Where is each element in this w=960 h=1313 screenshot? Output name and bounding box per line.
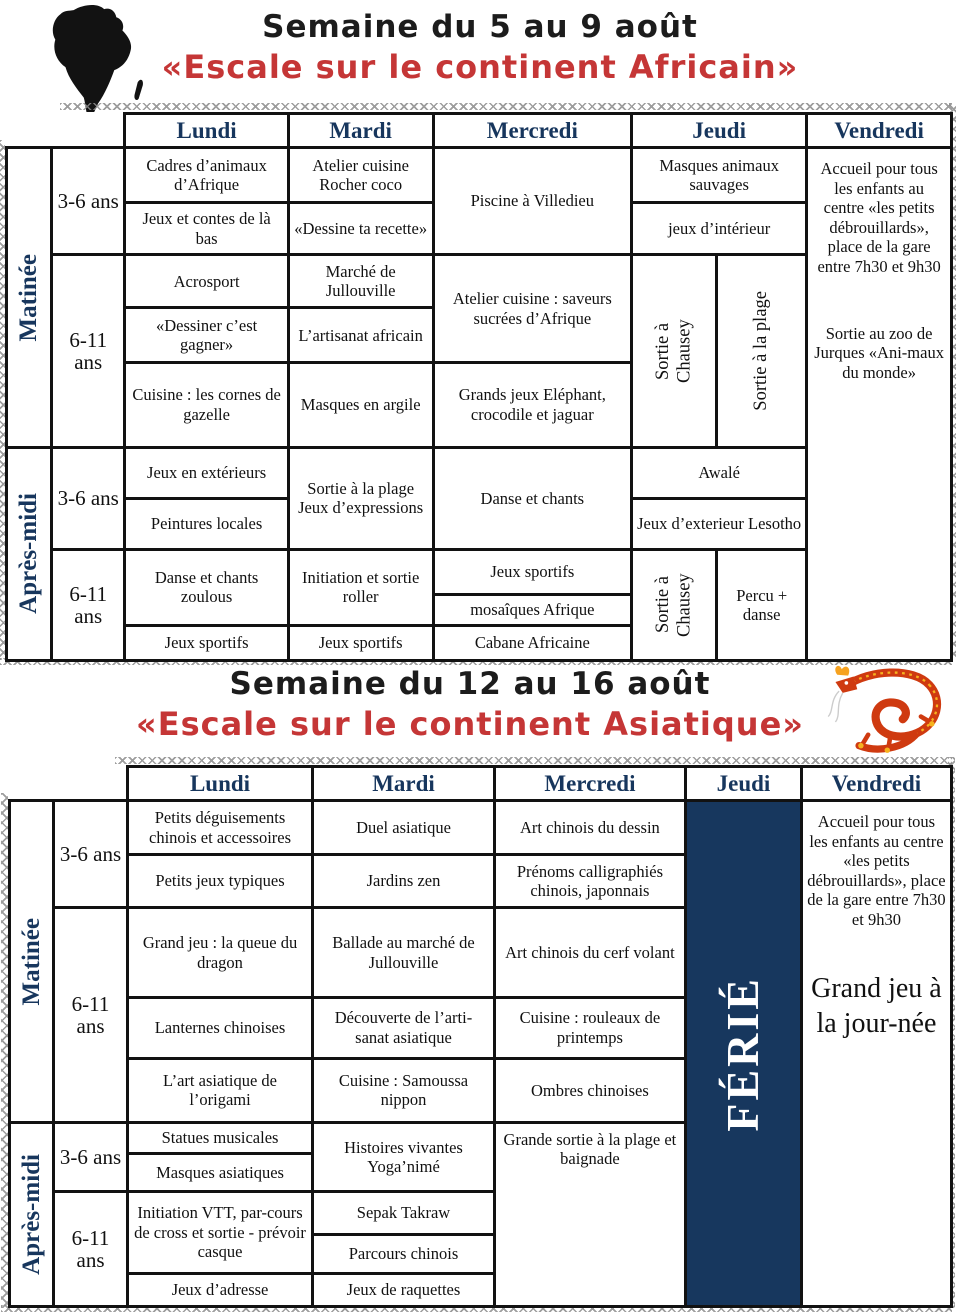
week2-title-dates: Semaine du 12 au 16 août	[229, 666, 711, 702]
activity-cell: mosaîques Afrique	[435, 596, 631, 624]
wavy-border-left	[1, 793, 8, 1308]
friday-bigevent-text: Grand jeu à la jour-née	[811, 972, 942, 1039]
activity-cell: Grand jeu : la queue du dragon	[129, 909, 311, 996]
activity-cell: Initiation VTT, par-cours de cross et sortie - prévoir casque	[129, 1193, 311, 1272]
week2-day-vendredi: Vendredi	[803, 768, 950, 799]
activity-cell: Art chinois du dessin	[496, 802, 684, 853]
activity-cell: Jeux d’adresse	[129, 1275, 311, 1305]
activity-cell: Prénoms calligraphiés chinois, japonnais	[496, 856, 684, 906]
week2-day-jeudi: Jeudi	[687, 768, 800, 799]
activity-cell: Jeux et contes de là bas	[126, 204, 286, 253]
week2-ferie-cell: FÉRIÉ	[687, 802, 800, 1305]
week1-title-theme: «Escale sur le continent Africain»	[161, 47, 799, 86]
week2-age-3-6-afternoon: 3-6 ans	[55, 1124, 126, 1190]
week1-day-vendredi: Vendredi	[808, 115, 950, 146]
activity-cell: Cuisine : les cornes de gazelle	[126, 364, 286, 445]
activity-cell: Sortie à la plage Jeux d’expressions	[290, 449, 432, 548]
week1-table	[5, 112, 953, 662]
activity-cell: Cuisine : rouleaux de printemps	[496, 999, 684, 1057]
week1-title-dates: Semaine du 5 au 9 août	[262, 9, 698, 45]
activity-cell: Sepak Takraw	[314, 1193, 493, 1233]
activity-cell: Jeux sportifs	[126, 627, 286, 659]
week1-age-6-11-afternoon: 6-11 ans	[53, 551, 123, 659]
activity-cell: L’artisanat africain	[290, 309, 432, 361]
activity-cell: Jardins zen	[314, 856, 493, 906]
activity-cell: Histoires vivantes Yoga’nimé	[314, 1124, 493, 1190]
week1-day-lundi: Lundi	[126, 115, 286, 146]
week1-age-3-6-morning: 3-6 ans	[53, 149, 123, 253]
week2-morning-label: Matinée	[11, 802, 52, 1121]
activity-cell: Grande sortie à la plage et baignade	[496, 1124, 684, 1305]
activity-cell: Cabane Africaine	[435, 627, 631, 659]
activity-cell: Masques animaux sauvages	[633, 149, 805, 201]
activity-cell: «Dessine ta recette»	[290, 204, 432, 253]
activity-cell: Atelier cuisine : saveurs sucrées d’Afrique	[435, 256, 631, 361]
week2-day-mercredi: Mercredi	[496, 768, 684, 799]
activity-cell: Peintures locales	[126, 500, 286, 548]
week1-afternoon-label: Après-midi	[8, 449, 50, 659]
friday-welcome-text: Accueil pour tous les enfants au centre «les petits débrouillards», place de la gare entre 7h30 et 9h30	[817, 159, 941, 276]
friday-welcome-text: Accueil pour tous les enfants au centre «les petits débrouillards», place de la gare entre 7h30 et 9h30	[807, 812, 946, 929]
activity-cell: Danse et chants zoulous	[126, 551, 286, 624]
activity-cell: Jeux sportifs	[435, 551, 631, 593]
activity-cell: Atelier cuisine Rocher coco	[290, 149, 432, 201]
corner-filler	[5, 112, 123, 146]
activity-cell: Jeux en extérieurs	[126, 449, 286, 497]
activity-cell: Piscine à Villedieu	[435, 149, 631, 253]
week2-day-mardi: Mardi	[314, 768, 493, 799]
activity-cell: Art chinois du cerf volant	[496, 909, 684, 996]
week2-title	[120, 665, 820, 745]
activity-cell: Cadres d’animaux d’Afrique	[126, 149, 286, 201]
activity-cell: Masques asiatiques	[129, 1155, 311, 1190]
week2-title-theme: «Escale sur le continent Asiatique»	[136, 704, 804, 743]
activity-cell: Jeux d’exterieur Lesotho	[633, 500, 805, 548]
activity-cell-vertical: Sortie à Chausey	[633, 256, 715, 445]
wavy-border-top	[115, 757, 952, 764]
activity-cell: Parcours chinois	[314, 1236, 493, 1272]
activity-cell: Découverte de l’arti-sanat asiatique	[314, 999, 493, 1057]
activity-cell: «Dessiner c’est gagner»	[126, 309, 286, 361]
wavy-border-top	[60, 103, 952, 110]
week1-age-3-6-afternoon: 3-6 ans	[53, 449, 123, 548]
week2-afternoon-label: Après-midi	[11, 1124, 52, 1305]
activity-cell: Ombres chinoises	[496, 1060, 684, 1121]
activity-cell: Petits jeux typiques	[129, 856, 311, 906]
activity-cell: Percu + danse	[718, 551, 805, 659]
chinese-dragon-icon	[825, 662, 955, 762]
week1-day-jeudi: Jeudi	[633, 115, 805, 146]
activity-cell: Jeux sportifs	[290, 627, 432, 659]
activity-cell: Statues musicales	[129, 1124, 311, 1152]
week1-title	[150, 8, 810, 88]
friday-zoo-text: Sortie au zoo de Jurques «Ani-maux du monde»	[814, 323, 944, 382]
activity-cell: jeux d’intérieur	[633, 204, 805, 253]
activity-cell: Lanternes chinoises	[129, 999, 311, 1057]
week1-morning-label: Matinée	[8, 149, 50, 445]
activity-cell: Petits déguisements chinois et accessoires	[129, 802, 311, 853]
activity-cell: L’art asiatique de l’origami	[129, 1060, 311, 1121]
activity-cell-vertical: Sortie à Chausey	[633, 551, 715, 659]
activity-cell: Cuisine : Samoussa nippon	[314, 1060, 493, 1121]
week2-age-6-11-morning: 6-11 ans	[55, 909, 126, 1121]
week2-age-3-6-morning: 3-6 ans	[55, 802, 126, 906]
activity-cell: Danse et chants	[435, 449, 631, 548]
corner-filler	[8, 765, 126, 799]
activity-cell: Initiation et sortie roller	[290, 551, 432, 624]
week2-table	[8, 765, 953, 1308]
activity-cell-vertical: Sortie à la plage	[718, 256, 805, 445]
week2-day-lundi: Lundi	[129, 768, 311, 799]
activity-cell: Jeux de raquettes	[314, 1275, 493, 1305]
activity-cell: Duel asiatique	[314, 802, 493, 853]
week1-age-6-11-morning: 6-11 ans	[53, 256, 123, 445]
week1-friday-cell	[808, 149, 950, 659]
week2-age-6-11-afternoon: 6-11 ans	[55, 1193, 126, 1305]
activity-cell: Grands jeux Eléphant, crocodile et jaguar	[435, 364, 631, 445]
week2-friday-cell	[803, 802, 950, 1305]
week1-day-mercredi: Mercredi	[435, 115, 631, 146]
activity-cell: Masques en argile	[290, 364, 432, 445]
activity-cell: Ballade au marché de Jullouville	[314, 909, 493, 996]
activity-cell: Marché de Jullouville	[290, 256, 432, 306]
week1-day-mardi: Mardi	[290, 115, 432, 146]
activity-cell: Awalé	[633, 449, 805, 497]
activity-cell: Acrosport	[126, 256, 286, 306]
